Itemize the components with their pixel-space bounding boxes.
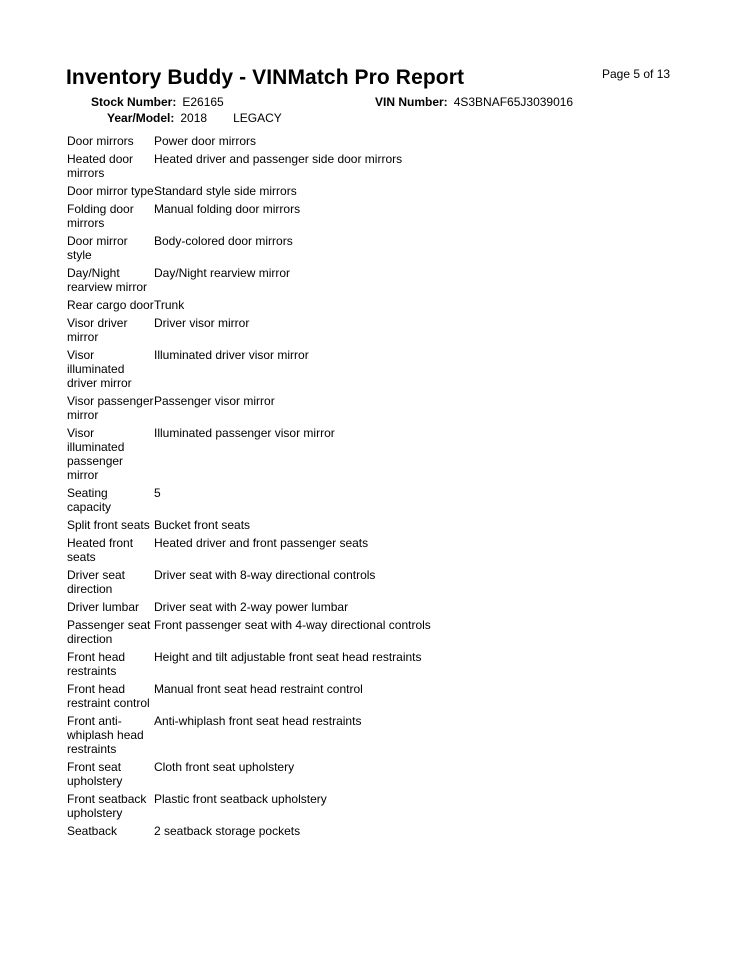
spec-label: Door mirror style [67,234,128,262]
spec-label: Heated front seats [67,536,134,564]
spec-label: Front anti-whiplash head restraints [67,714,144,756]
spec-row [67,134,687,152]
spec-row [67,234,687,266]
spec-row [67,486,687,518]
spec-value: Height and tilt adjustable front seat head restraints [154,650,422,664]
spec-value: Cloth front seat upholstery [154,760,295,774]
spec-row [67,536,687,568]
spec-label: Door mirror type [67,184,154,198]
spec-row [67,682,687,714]
spec-row [67,568,687,600]
report-title: Inventory Buddy - VINMatch Pro Report [66,66,465,89]
vin-number [375,95,573,109]
spec-value: Anti-whiplash front seat head restraints [154,714,362,728]
spec-row [67,714,687,760]
spec-value: Bucket front seats [154,518,251,532]
spec-label: Driver lumbar [67,600,140,614]
spec-value: Manual folding door mirrors [154,202,301,216]
spec-value: 2 seatback storage pockets [154,824,301,838]
spec-value: Passenger visor mirror [154,394,275,408]
spec-label: Seating capacity [67,486,112,514]
spec-label: Folding door mirrors [67,202,134,230]
spec-label: Passenger seat direction [67,618,151,646]
spec-row [67,650,687,682]
spec-label: Visor illuminated driver mirror [67,348,132,390]
spec-value: Power door mirrors [154,134,257,148]
spec-row [67,348,687,394]
spec-value: Body-colored door mirrors [154,234,293,248]
year-value: 2018 [180,111,208,125]
spec-label: Door mirrors [67,134,134,148]
spec-label: Visor driver mirror [67,316,128,344]
spec-value: Front passenger seat with 4-way directional controls [154,618,431,632]
spec-value: 5 [154,486,161,500]
spec-label: Driver seat direction [67,568,126,596]
model-value: LEGACY [233,111,282,125]
spec-row [67,824,687,842]
spec-label: Visor passenger mirror [67,394,154,422]
spec-value: Driver visor mirror [154,316,250,330]
spec-row [67,298,687,316]
spec-value: Trunk [154,298,185,312]
spec-row [67,518,687,536]
stock-number-label: Stock Number: [91,95,177,109]
vin-number-value: 4S3BNAF65J3039016 [453,95,574,109]
spec-value: Plastic front seatback upholstery [154,792,327,806]
page-number: Page 5 of 13 [602,67,671,81]
spec-value: Standard style side mirrors [154,184,297,198]
spec-row [67,184,687,202]
spec-row [67,792,687,824]
spec-value: Day/Night rearview mirror [154,266,291,280]
year-model [107,111,282,125]
spec-label: Front head restraint control [67,682,150,710]
stock-number-value: E26165 [182,95,224,109]
spec-value: Manual front seat head restraint control [154,682,363,696]
stock-number [91,95,224,109]
spec-table [67,134,687,842]
spec-value: Illuminated driver visor mirror [154,348,309,362]
vin-number-label: VIN Number: [375,95,448,109]
spec-row [67,266,687,298]
spec-row [67,316,687,348]
spec-label: Front head restraints [67,650,126,678]
spec-label: Seatback [67,824,118,838]
spec-value: Illuminated passenger visor mirror [154,426,335,440]
spec-label: Visor illuminated passenger mirror [67,426,125,482]
spec-label: Day/Night rearview mirror [67,266,148,294]
spec-row [67,760,687,792]
spec-value: Driver seat with 2-way power lumbar [154,600,349,614]
spec-label: Front seatback upholstery [67,792,147,820]
spec-row [67,618,687,650]
spec-label: Heated door mirrors [67,152,134,180]
spec-row [67,152,687,184]
spec-label: Rear cargo door [67,298,154,312]
spec-value: Heated driver and front passenger seats [154,536,369,550]
spec-row [67,426,687,486]
year-model-label: Year/Model: [107,111,175,125]
spec-value: Heated driver and passenger side door mirrors [154,152,403,166]
spec-row [67,394,687,426]
spec-row [67,202,687,234]
spec-label: Split front seats [67,518,150,532]
spec-row [67,600,687,618]
spec-value: Driver seat with 8-way directional controls [154,568,376,582]
spec-label: Front seat upholstery [67,760,123,788]
